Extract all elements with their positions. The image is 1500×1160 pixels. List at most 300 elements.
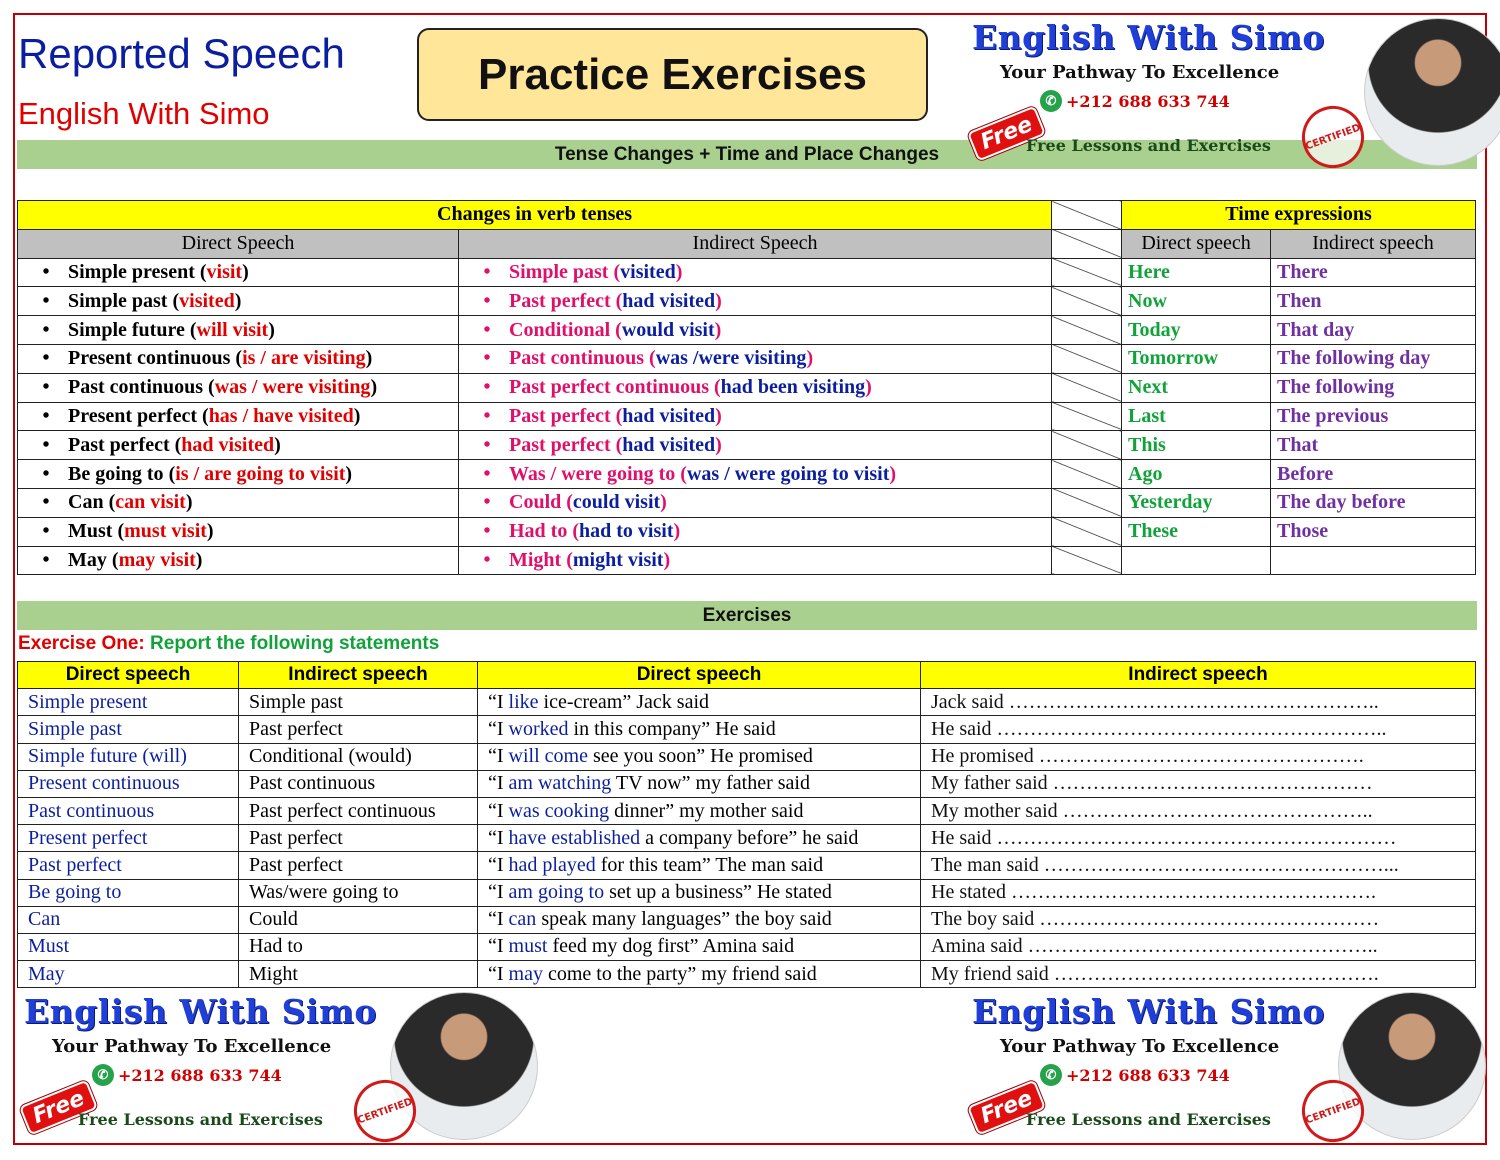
bullet-icon: • <box>42 289 50 312</box>
table-row <box>18 770 1476 797</box>
quote-open: “I <box>488 853 509 876</box>
diagonal-cell <box>1052 517 1122 546</box>
table-row <box>18 517 1476 546</box>
diagonal-cell <box>1052 316 1122 345</box>
direct-tense-name: Must <box>28 935 70 958</box>
table-row <box>18 716 1476 743</box>
direct-sentence-cell <box>478 825 921 852</box>
quote-rest: feed my dog first” Amina said <box>547 935 795 958</box>
table-row <box>18 825 1476 852</box>
time-direct-cell <box>1122 373 1271 402</box>
brand-phone-number: +212 688 633 744 <box>1066 91 1230 111</box>
direct-sentence-cell <box>478 716 921 743</box>
highlighted-verb: am watching <box>508 772 612 795</box>
answer-blank: Amina said …………………………………………….. <box>931 935 1378 958</box>
time-direct-cell <box>1122 287 1271 316</box>
time-direct-word: Next <box>1128 376 1168 399</box>
diagonal-cell <box>1052 287 1122 316</box>
bullet-icon: • <box>42 318 50 341</box>
bullet-icon: • <box>483 404 491 427</box>
quote-open: “I <box>488 717 509 740</box>
table-row <box>18 743 1476 770</box>
direct-tense-name: Present continuous <box>68 347 231 370</box>
direct-tense-cell: • Past perfect (had visited) <box>18 431 459 460</box>
indirect-tense-name: Past perfect <box>249 717 343 740</box>
diagonal-cell <box>1052 229 1122 258</box>
certified-seal-icon: CERTIFIED <box>1293 1071 1372 1150</box>
direct-tense-form: must visit <box>124 520 207 543</box>
col-time-indirect: Indirect speech <box>1271 229 1476 258</box>
indirect-tense-cell <box>239 825 478 852</box>
highlighted-verb: am going to <box>508 881 605 904</box>
table-row <box>18 689 1476 716</box>
diagonal-cell <box>1052 402 1122 431</box>
highlighted-verb: like <box>508 690 539 713</box>
bullet-icon: • <box>483 433 491 456</box>
time-direct-word: Here <box>1128 260 1170 283</box>
indirect-tense-name: Could <box>249 908 298 931</box>
indirect-tense-name: Past continuous <box>509 347 645 370</box>
indirect-tense-form: had visited <box>622 433 716 456</box>
direct-tense-form: has / have visited <box>208 404 354 427</box>
whatsapp-icon: ✆ <box>1040 1064 1062 1086</box>
time-indirect-word: The previous <box>1277 404 1389 427</box>
table-row <box>18 373 1476 402</box>
time-direct-cell <box>1122 488 1271 517</box>
direct-tense-name: May <box>28 962 65 985</box>
time-indirect-word: The following day <box>1277 347 1431 370</box>
exercises-bar-label: Exercises <box>702 604 792 626</box>
direct-tense-name: Past perfect <box>28 853 122 876</box>
bullet-icon: • <box>42 433 50 456</box>
table-row <box>18 488 1476 517</box>
quote-open: “I <box>488 772 509 795</box>
bullet-icon: • <box>42 260 50 283</box>
page-title: Reported Speech <box>18 30 345 77</box>
indirect-tense-cell: • Conditional (would visit) <box>459 316 1052 345</box>
indirect-tense-cell: • Could (could visit) <box>459 488 1052 517</box>
indirect-tense-name: Conditional (would) <box>249 745 412 768</box>
bullet-icon: • <box>483 347 491 370</box>
answer-blank: My mother said ……………………………………….. <box>931 799 1373 822</box>
direct-tense-form: was / were visiting <box>214 376 371 399</box>
diagonal-cell <box>1052 373 1122 402</box>
indirect-tense-cell <box>239 961 478 988</box>
direct-tense-name: Simple present <box>68 260 195 283</box>
bullet-icon: • <box>42 376 50 399</box>
indirect-tense-cell: • Past perfect (had visited) <box>459 402 1052 431</box>
indirect-tense-cell <box>239 933 478 960</box>
time-direct-cell <box>1122 258 1271 287</box>
bullet-icon: • <box>483 520 491 543</box>
quote-rest: dinner” my mother said <box>609 799 804 822</box>
indirect-tense-cell <box>239 689 478 716</box>
quote-rest: come to the party” my friend said <box>542 962 817 985</box>
direct-tense-name: Can <box>68 491 104 514</box>
indirect-tense-form: had to visit <box>579 520 674 543</box>
exercise-instruction: Report the following statements <box>150 633 440 654</box>
direct-tense-cell <box>18 933 239 960</box>
indirect-tense-cell: • Had to (had to visit) <box>459 517 1052 546</box>
whatsapp-icon: ✆ <box>92 1064 114 1086</box>
page-subtitle: English With Simo <box>18 96 270 131</box>
direct-sentence-cell <box>478 797 921 824</box>
direct-sentence-cell <box>478 933 921 960</box>
direct-sentence-cell <box>478 743 921 770</box>
brand-phone-number: +212 688 633 744 <box>118 1065 282 1085</box>
answer-blank: Jack said ……………………………………………….. <box>931 690 1379 713</box>
bullet-icon: • <box>42 520 50 543</box>
indirect-tense-name: Past perfect continuous <box>509 376 709 399</box>
quote-rest: in this company” He said <box>568 717 776 740</box>
direct-sentence-cell <box>478 852 921 879</box>
indirect-tense-name: Past perfect <box>509 289 611 312</box>
diagonal-cell <box>1052 488 1122 517</box>
direct-tense-cell <box>18 852 239 879</box>
direct-tense-name: Simple future <box>68 318 185 341</box>
quote-open: “I <box>488 935 509 958</box>
quote-rest: ice-cream” Jack said <box>538 690 709 713</box>
table-row <box>18 316 1476 345</box>
quote-open: “I <box>488 745 509 768</box>
time-direct-word: Last <box>1128 404 1166 427</box>
answer-blank: He said …………………………………………………… <box>931 826 1397 849</box>
indirect-tense-form: would visit <box>621 318 715 341</box>
ex-header-indirect-tense: Indirect speech <box>239 662 478 689</box>
answer-cell[interactable] <box>921 961 1476 988</box>
time-direct-cell <box>1122 517 1271 546</box>
direct-tense-name: Be going to <box>68 462 164 485</box>
indirect-tense-cell: • Past continuous (was /were visiting) <box>459 344 1052 373</box>
brand-phone <box>92 1064 282 1086</box>
direct-tense-cell <box>18 825 239 852</box>
exercises-bar <box>17 601 1477 630</box>
answer-cell[interactable] <box>921 743 1476 770</box>
quote-rest: set up a business” He stated <box>604 881 832 904</box>
indirect-tense-cell <box>239 852 478 879</box>
quote-rest: for this team” The man said <box>595 853 824 876</box>
brand-phone-number: +212 688 633 744 <box>1066 1065 1230 1085</box>
direct-tense-form: can visit <box>115 491 186 514</box>
time-indirect-cell <box>1271 373 1476 402</box>
direct-tense-cell <box>18 797 239 824</box>
whatsapp-icon: ✆ <box>1040 90 1062 112</box>
answer-cell[interactable] <box>921 825 1476 852</box>
time-direct-word: Today <box>1128 318 1181 341</box>
direct-tense-form: had visited <box>181 433 275 456</box>
time-direct-cell <box>1122 402 1271 431</box>
indirect-tense-name: Past perfect continuous <box>249 799 436 822</box>
time-indirect-cell <box>1271 460 1476 489</box>
bullet-icon: • <box>483 491 491 514</box>
highlighted-verb: was cooking <box>508 799 610 822</box>
highlighted-verb: will come <box>508 745 588 768</box>
direct-tense-name: Simple past <box>28 717 122 740</box>
answer-cell[interactable] <box>921 933 1476 960</box>
time-direct-word: Tomorrow <box>1128 347 1219 370</box>
direct-tense-cell <box>18 961 239 988</box>
indirect-tense-form: might visit <box>572 548 664 571</box>
answer-blank: My father said ………………………………………… <box>931 772 1373 795</box>
highlighted-verb: had played <box>508 853 596 876</box>
quote-open: “I <box>488 881 509 904</box>
direct-tense-cell <box>18 879 239 906</box>
indirect-tense-name: Conditional <box>509 318 611 341</box>
time-indirect-cell <box>1271 431 1476 460</box>
indirect-tense-name: Past perfect <box>249 826 343 849</box>
direct-tense-form: visit <box>206 260 243 283</box>
direct-tense-cell <box>18 743 239 770</box>
answer-blank: He stated ………………………………………………. <box>931 881 1376 904</box>
indirect-tense-form: was /were visiting <box>655 347 807 370</box>
answer-cell[interactable] <box>921 879 1476 906</box>
bullet-icon: • <box>42 491 50 514</box>
table-row <box>18 460 1476 489</box>
section-bar-label: Tense Changes + Time and Place Changes <box>554 143 940 165</box>
time-indirect-cell <box>1271 488 1476 517</box>
direct-tense-cell: • Be going to (is / are going to visit) <box>18 460 459 489</box>
direct-tense-name: May <box>68 548 107 571</box>
bullet-icon: • <box>483 318 491 341</box>
indirect-tense-name: Past perfect <box>509 404 611 427</box>
bullet-icon: • <box>42 548 50 571</box>
indirect-tense-cell: • Past perfect (had visited) <box>459 431 1052 460</box>
indirect-tense-name: Was / were going to <box>509 462 676 485</box>
highlighted-verb: can <box>508 908 537 931</box>
indirect-tense-cell <box>239 743 478 770</box>
direct-tense-cell <box>18 716 239 743</box>
direct-tense-name: Past continuous <box>28 799 155 822</box>
free-badge: Free <box>967 1079 1047 1135</box>
direct-tense-cell: • May (may visit) <box>18 546 459 575</box>
time-expressions-title: Time expressions <box>1122 201 1476 230</box>
indirect-tense-form: had visited <box>622 404 716 427</box>
indirect-tense-cell <box>239 716 478 743</box>
indirect-tense-name: Past perfect <box>249 853 343 876</box>
indirect-tense-name: Was/were going to <box>249 881 399 904</box>
table-row <box>18 546 1476 575</box>
time-indirect-cell <box>1271 258 1476 287</box>
direct-tense-cell: • Must (must visit) <box>18 517 459 546</box>
indirect-tense-cell: • Was / were going to (was / were going to visit) <box>459 460 1052 489</box>
brand-name: English With Simo <box>972 18 1325 57</box>
time-direct-word: Ago <box>1128 462 1163 485</box>
direct-tense-cell: • Simple past (visited) <box>18 287 459 316</box>
time-indirect-word: Those <box>1277 520 1329 543</box>
answer-blank: The boy said …………………………………………… <box>931 908 1380 931</box>
col-direct-speech: Direct Speech <box>18 229 459 258</box>
indirect-tense-name: Could <box>509 491 562 514</box>
time-indirect-cell <box>1271 287 1476 316</box>
diagonal-cell <box>1052 546 1122 575</box>
time-indirect-word: That <box>1277 433 1319 456</box>
direct-tense-form: visited <box>179 289 235 312</box>
certified-seal-icon: CERTIFIED <box>345 1071 424 1150</box>
col-indirect-speech: Indirect Speech <box>459 229 1052 258</box>
indirect-tense-name: Past perfect <box>509 433 611 456</box>
time-direct-cell <box>1122 546 1271 575</box>
brand-tagline: Your Pathway To Excellence <box>52 1036 332 1057</box>
answer-cell[interactable] <box>921 797 1476 824</box>
brand-name: English With Simo <box>972 992 1325 1031</box>
indirect-tense-form: had visited <box>622 289 716 312</box>
brand-free-lessons: Free Lessons and Exercises <box>1026 136 1271 155</box>
time-indirect-cell <box>1271 402 1476 431</box>
quote-rest: a company before” he said <box>640 826 859 849</box>
time-direct-word: Now <box>1128 289 1167 312</box>
indirect-tense-name: Might <box>509 548 562 571</box>
table-row <box>18 402 1476 431</box>
direct-tense-name: Past perfect <box>68 433 170 456</box>
bullet-icon: • <box>42 462 50 485</box>
direct-sentence-cell <box>478 879 921 906</box>
free-badge: Free <box>19 1079 99 1135</box>
time-indirect-word: The following <box>1277 376 1395 399</box>
answer-cell[interactable] <box>921 770 1476 797</box>
indirect-tense-name: Simple past <box>249 690 343 713</box>
bullet-icon: • <box>483 289 491 312</box>
direct-tense-name: Can <box>28 908 61 931</box>
indirect-tense-name: Simple past <box>509 260 609 283</box>
diagonal-cell <box>1052 344 1122 373</box>
direct-tense-form: is / are going to visit <box>175 462 346 485</box>
time-indirect-word: Before <box>1277 462 1334 485</box>
direct-sentence-cell <box>478 906 921 933</box>
table-row <box>18 431 1476 460</box>
direct-tense-cell: • Can (can visit) <box>18 488 459 517</box>
indirect-tense-name: Might <box>249 962 298 985</box>
quote-open: “I <box>488 962 509 985</box>
answer-cell[interactable] <box>921 716 1476 743</box>
answer-cell[interactable] <box>921 852 1476 879</box>
quote-rest: TV now” my father said <box>611 772 810 795</box>
time-indirect-word: Then <box>1277 289 1322 312</box>
time-indirect-word: There <box>1277 260 1328 283</box>
quote-rest: see you soon” He promised <box>587 745 813 768</box>
quote-open: “I <box>488 799 509 822</box>
quote-open: “I <box>488 908 509 931</box>
indirect-tense-name: Past continuous <box>249 772 376 795</box>
brand-logo-bottom-right <box>972 992 1492 1142</box>
avatar-photo <box>1364 18 1500 166</box>
indirect-tense-cell <box>239 770 478 797</box>
ex-header-direct-sentence: Direct speech <box>478 662 921 689</box>
direct-tense-cell: • Present continuous (is / are visiting) <box>18 344 459 373</box>
highlighted-verb: must <box>508 935 548 958</box>
brand-logo-top <box>972 18 1492 168</box>
answer-cell[interactable] <box>921 689 1476 716</box>
time-indirect-cell <box>1271 517 1476 546</box>
quote-open: “I <box>488 690 509 713</box>
bullet-icon: • <box>483 548 491 571</box>
indirect-tense-name: Had to <box>509 520 568 543</box>
direct-tense-name: Present perfect <box>28 826 148 849</box>
exercise-one-title <box>18 633 439 655</box>
table-row <box>18 961 1476 988</box>
direct-tense-cell <box>18 906 239 933</box>
indirect-tense-cell: • Past perfect continuous (had been visiting) <box>459 373 1052 402</box>
highlighted-verb: worked <box>508 717 569 740</box>
ex-header-direct-tense: Direct speech <box>18 662 239 689</box>
time-direct-word: Yesterday <box>1128 491 1213 514</box>
time-direct-word: This <box>1128 433 1166 456</box>
direct-sentence-cell <box>478 961 921 988</box>
brand-name: English With Simo <box>24 992 377 1031</box>
answer-cell[interactable] <box>921 906 1476 933</box>
direct-tense-form: may visit <box>118 548 196 571</box>
answer-blank: He said ………………………………………………….. <box>931 717 1387 740</box>
indirect-tense-cell: • Past perfect (had visited) <box>459 287 1052 316</box>
diagonal-cell <box>1052 431 1122 460</box>
bullet-icon: • <box>483 376 491 399</box>
time-indirect-word: The day before <box>1277 491 1406 514</box>
direct-tense-name: Present perfect <box>68 404 198 427</box>
indirect-tense-form: had been visiting <box>720 376 866 399</box>
direct-tense-form: will visit <box>196 318 269 341</box>
time-indirect-cell <box>1271 344 1476 373</box>
bullet-icon: • <box>42 347 50 370</box>
table-row <box>18 797 1476 824</box>
direct-tense-cell: • Simple future (will visit) <box>18 316 459 345</box>
direct-tense-name: Simple past <box>68 289 168 312</box>
tense-changes-table <box>17 200 1476 575</box>
direct-tense-cell <box>18 770 239 797</box>
answer-blank: He promised …………………………………………. <box>931 745 1364 768</box>
time-direct-word: These <box>1128 520 1179 543</box>
time-direct-cell <box>1122 460 1271 489</box>
quote-rest: speak many languages” the boy said <box>536 908 832 931</box>
certified-seal-icon: CERTIFIED <box>1293 97 1372 176</box>
direct-sentence-cell <box>478 770 921 797</box>
table-row <box>18 933 1476 960</box>
table-row <box>18 852 1476 879</box>
answer-blank: The man said ……………………………………………... <box>931 853 1399 876</box>
bullet-icon: • <box>483 462 491 485</box>
bullet-icon: • <box>483 260 491 283</box>
time-indirect-cell <box>1271 546 1476 575</box>
indirect-tense-cell: • Simple past (visited) <box>459 258 1052 287</box>
highlighted-verb: have established <box>508 826 641 849</box>
direct-tense-cell: • Past continuous (was / were visiting) <box>18 373 459 402</box>
indirect-tense-cell <box>239 906 478 933</box>
brand-free-lessons: Free Lessons and Exercises <box>78 1110 323 1129</box>
bullet-icon: • <box>42 404 50 427</box>
direct-tense-name: Be going to <box>28 881 122 904</box>
table-row <box>18 879 1476 906</box>
brand-phone <box>1040 90 1230 112</box>
direct-tense-cell: • Present perfect (has / have visited) <box>18 402 459 431</box>
ex-header-indirect-sentence: Indirect speech <box>921 662 1476 689</box>
brand-tagline: Your Pathway To Excellence <box>1000 62 1280 83</box>
col-time-direct: Direct speech <box>1122 229 1271 258</box>
indirect-tense-cell <box>239 879 478 906</box>
time-indirect-word: That day <box>1277 318 1355 341</box>
indirect-tense-form: was / were going to visit <box>686 462 890 485</box>
brand-phone <box>1040 1064 1230 1086</box>
brand-free-lessons: Free Lessons and Exercises <box>1026 1110 1271 1129</box>
table-row <box>18 258 1476 287</box>
quote-open: “I <box>488 826 509 849</box>
direct-tense-name: Present continuous <box>28 772 180 795</box>
exercise-label: Exercise One: <box>18 633 145 654</box>
indirect-tense-form: could visit <box>572 491 661 514</box>
table-row <box>18 287 1476 316</box>
time-direct-cell <box>1122 316 1271 345</box>
direct-tense-cell: • Simple present (visit) <box>18 258 459 287</box>
direct-tense-name: Past continuous <box>68 376 204 399</box>
indirect-tense-cell <box>239 797 478 824</box>
brand-tagline: Your Pathway To Excellence <box>1000 1036 1280 1057</box>
